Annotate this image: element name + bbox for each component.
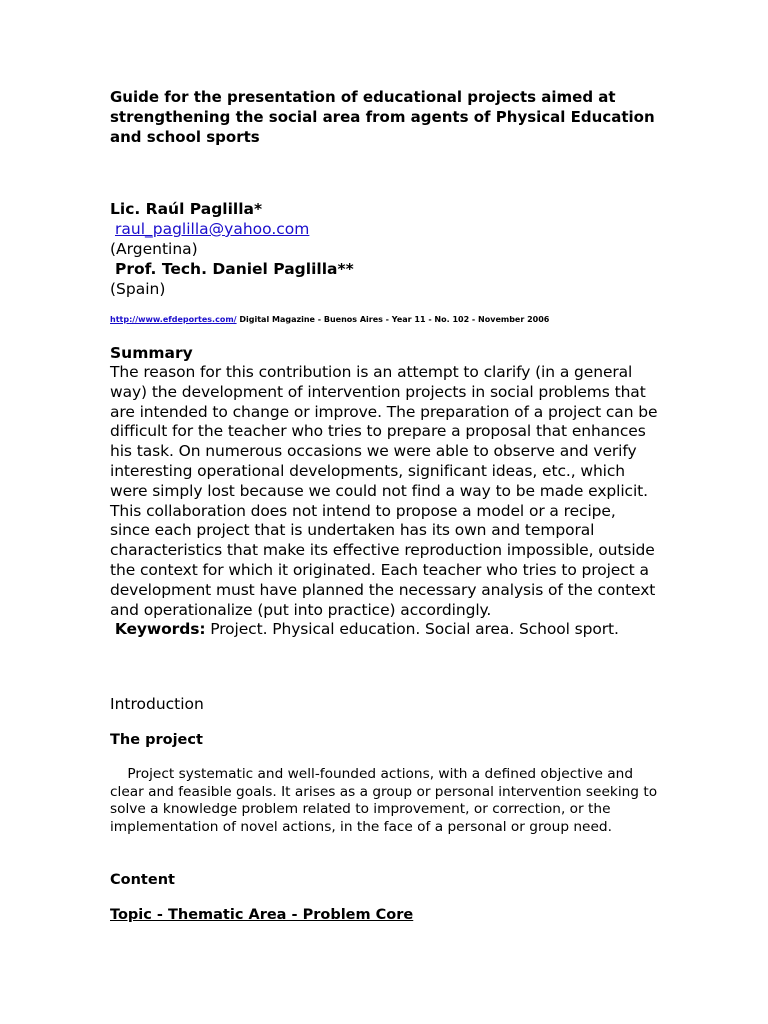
keywords-list: Project. Physical education. Social area. School sport. (205, 620, 619, 639)
project-heading: The project (110, 732, 203, 748)
project-text: Project systematic and well-founded actions, with a defined objective and clear and feasible goals. It arises as a group or personal intervention seeking to solve a knowledge problem related to improvement, or correction, or the implementation of novel actions, in the face of a personal or group need. (110, 766, 658, 835)
keywords-label: Keywords: (114, 620, 206, 639)
author-name-1: Lic. Raúl Paglilla* (110, 200, 263, 218)
summary-heading: Summary (110, 344, 193, 362)
author-name-2: Prof. Tech. Daniel Paglilla** (115, 260, 354, 278)
introduction-heading: Introduction (110, 695, 204, 713)
author-country-1: (Argentina) (110, 240, 198, 258)
project-paragraph (110, 766, 670, 836)
summary-text (110, 363, 660, 640)
summary-paragraph: The reason for this contribution is an attempt to clarify (in a general way) the development of intervention projects in social problems that are intended to change or improve. The preparation of a project can be difficult for the teacher who tries to prepare a proposal that enhances his task. On numerous occasions we were able to observe and verify interesting operational developments, significant ideas, etc., which were simply lost because we could not find a way to be made explicit. This collaboration does not intend to propose a model or a recipe, since each project that is undertaken has its own and temporal characteristics that make its effective reproduction impossible, outside the context for which it originated. Each teacher who tries to project a development must have planned the necessary analysis of the context and operationalize (put into practice) accordingly. (110, 363, 658, 619)
source-description: Digital Magazine - Buenos Aires - Year 11 - No. 102 - November 2006 (236, 315, 550, 324)
topic-heading: Topic - Thematic Area - Problem Core (110, 907, 414, 923)
content-heading: Content (110, 872, 175, 888)
source-url-link[interactable]: http://www.efdeportes.com/ (110, 315, 237, 324)
author-email-link[interactable]: raul_paglilla@yahoo.com (115, 220, 310, 238)
source-line (110, 315, 549, 325)
author-country-2: (Spain) (110, 280, 166, 298)
document-title: Guide for the presentation of educational projects aimed at strengthening the social area from agents of Physical Education and school sports (110, 88, 655, 146)
